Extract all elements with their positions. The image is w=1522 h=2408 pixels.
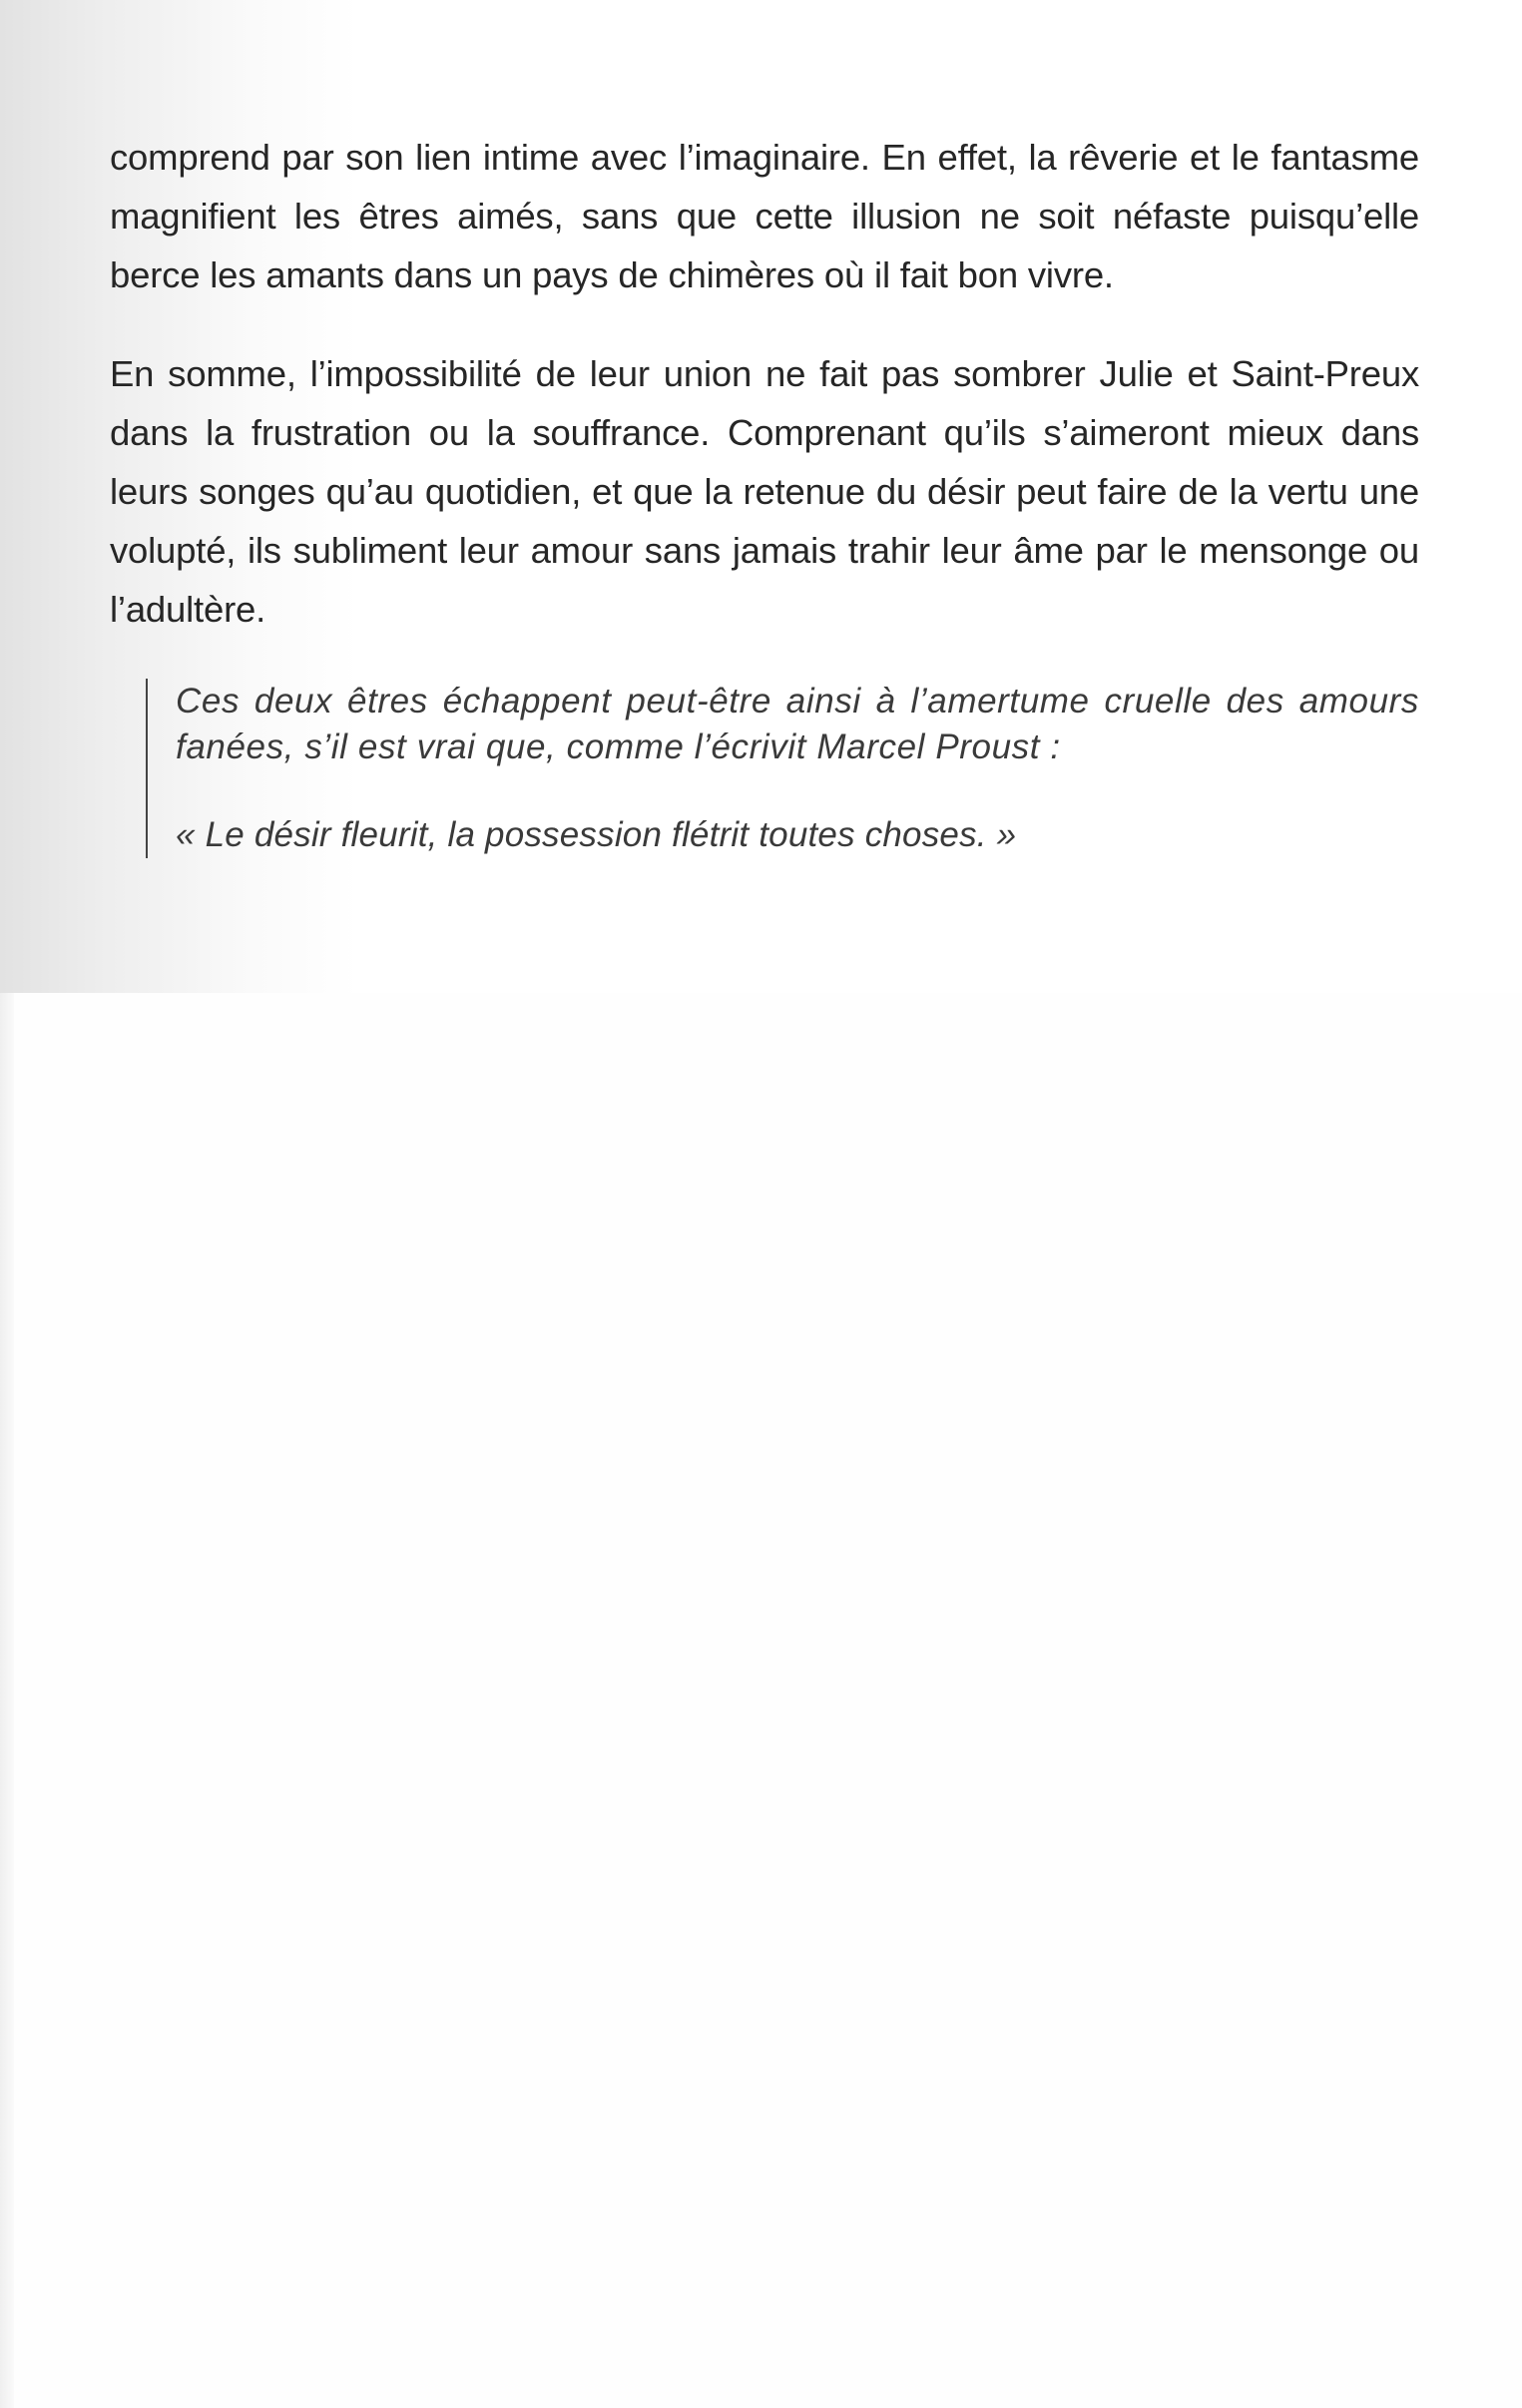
quote-intro: Ces deux êtres échappent peut-être ainsi à l’amertume cruelle des amours fanées, s’il est vrai que, comme l’écrivit Marcel Proust : <box>176 682 1419 766</box>
document-body <box>110 128 1419 858</box>
paragraph-2: En somme, l’impossibilité de leur union ne fait pas sombrer Julie et Saint-Preux dans la frustration ou la souffrance. Comprenant qu’ils s’aimeront mieux dans leurs songes qu’au quotidien, et que la retenue du désir peut faire de la vertu une volupté, ils subliment leur amour sans jamais trahir leur âme par le mensonge ou l’adultère. <box>110 353 1419 630</box>
quote-block <box>146 679 1419 858</box>
blank-page-area <box>0 993 1522 2408</box>
quote-citation: « Le désir fleurit, la possession flétrit toutes choses. » <box>176 815 1017 854</box>
lower-page-edge <box>0 993 14 2408</box>
paragraph-1: comprend par son lien intime avec l’imaginaire. En effet, la rêverie et le fantasme magnifient les êtres aimés, sans que cette illusion ne soit néfaste puisqu’elle berce les amants dans un pays de chimères où il fait bon vivre. <box>110 137 1419 295</box>
